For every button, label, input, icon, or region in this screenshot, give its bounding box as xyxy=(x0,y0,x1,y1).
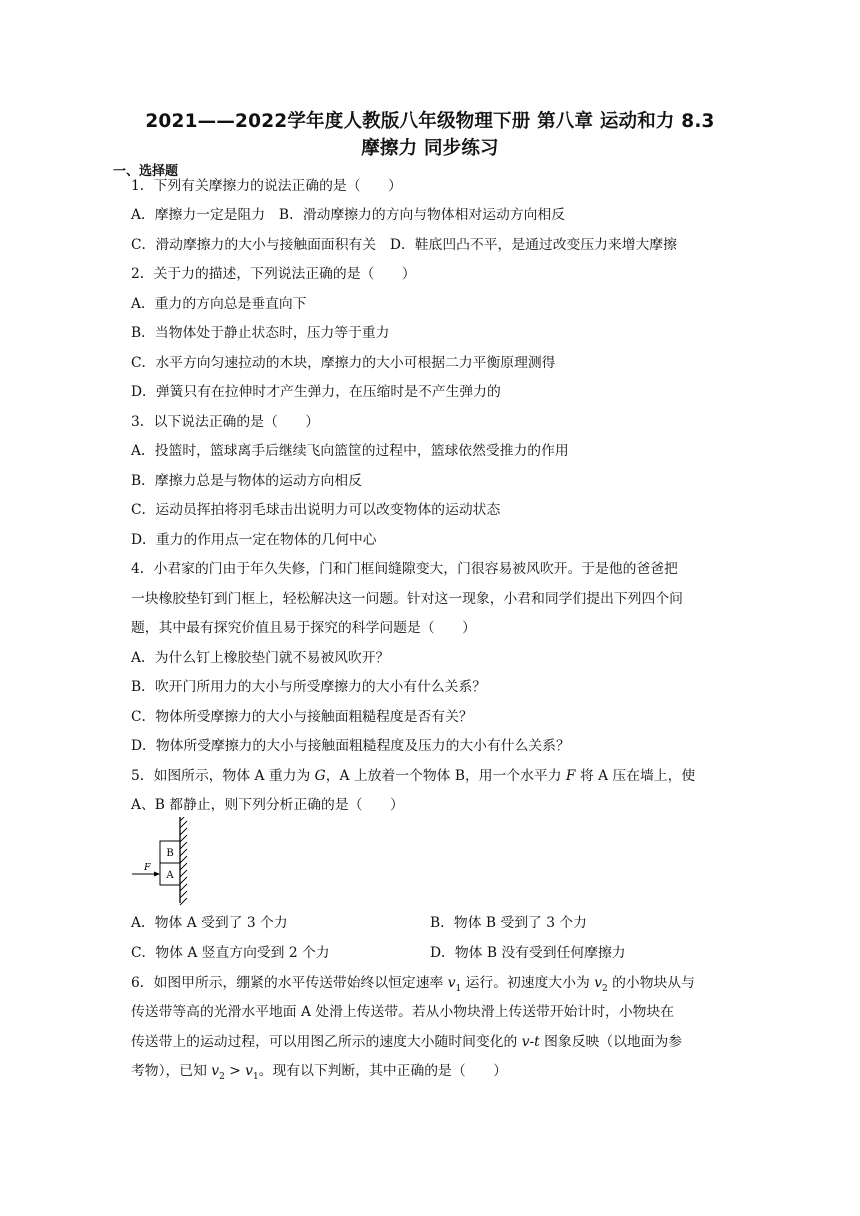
q2-option-d: D．弹簧只有在拉伸时才产生弹力，在压缩时是不产生弹力的 xyxy=(131,384,501,400)
q4-option-a: A．为什么钉上橡胶垫门就不易被风吹开？ xyxy=(131,650,390,666)
q4-stem-line3: 题，其中最有探究价值且易于探究的科学问题是（ ） xyxy=(131,620,476,636)
q5-option-a: A．物体 A 受到了 3 个力 xyxy=(131,915,288,931)
q5-option-d: D．物体 B 没有受到任何摩擦力 xyxy=(430,945,626,961)
section-heading: 一、选择题 xyxy=(113,164,179,179)
q3-option-a: A．投篮时，篮球离手后继续飞向篮筐的过程中，篮球依然受推力的作用 xyxy=(131,443,569,459)
q4-option-c: C．物体所受摩擦力的大小与接触面粗糙程度是否有关？ xyxy=(131,709,473,725)
q6-stem-line3: 传送带上的运动过程，可以用图乙所示的速度大小随时间变化的 v-t 图象反映（以地面为参 xyxy=(131,1034,683,1050)
q4-stem-line2: 一块橡胶垫钉到门框上，轻松解决这一问题。针对这一现象，小君和同学们提出下列四个问 xyxy=(131,591,683,607)
q3-stem: 3．以下说法正确的是（ ） xyxy=(131,414,320,430)
q2-option-c: C．水平方向匀速拉动的木块，摩擦力的大小可根据二力平衡原理测得 xyxy=(131,355,556,371)
q1-options-ab: A．摩擦力一定是阻力 B．滑动摩擦力的方向与物体相对运动方向相反 xyxy=(131,207,566,223)
q6-stem-line4: 考物），已知 $v_2 > v_1$。现有以下判断，其中正确的是（ ） xyxy=(131,1063,508,1082)
q3-option-d: D．重力的作用点一定在物体的几何中心 xyxy=(131,532,377,548)
q5-figure xyxy=(128,817,198,907)
q6-stem-line1: 6．如图甲所示，绷紧的水平传送带始终以恒定速率 $v_1$ 运行。初速度大小为 $v_2$ 的小物块从与 xyxy=(131,975,695,994)
q4-option-d: D．物体所受摩擦力的大小与接触面粗糙程度及压力的大小有什么关系？ xyxy=(131,738,570,754)
wall-hatching xyxy=(180,817,187,905)
block-a-label: A xyxy=(166,870,174,881)
page-title-line1: 2021——2022学年度人教版八年级物理下册 第八章 运动和力 8.3 xyxy=(145,111,715,132)
q3-option-c: C．运动员挥拍将羽毛球击出说明力可以改变物体的运动状态 xyxy=(131,502,501,518)
q2-stem: 2．关于力的描述，下列说法正确的是（ ） xyxy=(131,266,416,282)
q4-stem-line1: 4．小君家的门由于年久失修，门和门框间缝隙变大，门很容易被风吹开。于是他的爸爸把 xyxy=(131,561,678,577)
force-arrowhead xyxy=(154,872,160,877)
q3-option-b: B．摩擦力总是与物体的运动方向相反 xyxy=(131,473,362,489)
q2-option-a: A．重力的方向总是垂直向下 xyxy=(131,296,307,312)
force-label: F xyxy=(144,862,151,873)
q6-stem-line2: 传送带等高的光滑水平地面 A 处滑上传送带。若从小物块滑上传送带开始计时，小物块在 xyxy=(131,1004,675,1020)
block-b-label: B xyxy=(166,848,174,859)
q2-option-b: B．当物体处于静止状态时，压力等于重力 xyxy=(131,325,390,341)
q5-option-c: C．物体 A 竖直方向受到 2 个力 xyxy=(131,945,330,961)
q4-option-b: B．吹开门所用力的大小与所受摩擦力的大小有什么关系？ xyxy=(131,679,487,695)
q5-stem-line2: A、B 都静止，则下列分析正确的是（ ） xyxy=(131,797,404,813)
page-title-line2: 摩擦力 同步练习 xyxy=(361,138,499,159)
q1-stem: 1．下列有关摩擦力的说法正确的是（ ） xyxy=(131,178,402,194)
q5-stem-line1: 5．如图所示，物体 A 重力为 G，A 上放着一个物体 B，用一个水平力 F 将 A 压在墙上，使 xyxy=(131,768,696,784)
q1-options-cd: C．滑动摩擦力的大小与接触面面积有关 D．鞋底凹凸不平，是通过改变压力来增大摩擦 xyxy=(131,237,677,253)
q5-option-b: B．物体 B 受到了 3 个力 xyxy=(430,915,587,931)
